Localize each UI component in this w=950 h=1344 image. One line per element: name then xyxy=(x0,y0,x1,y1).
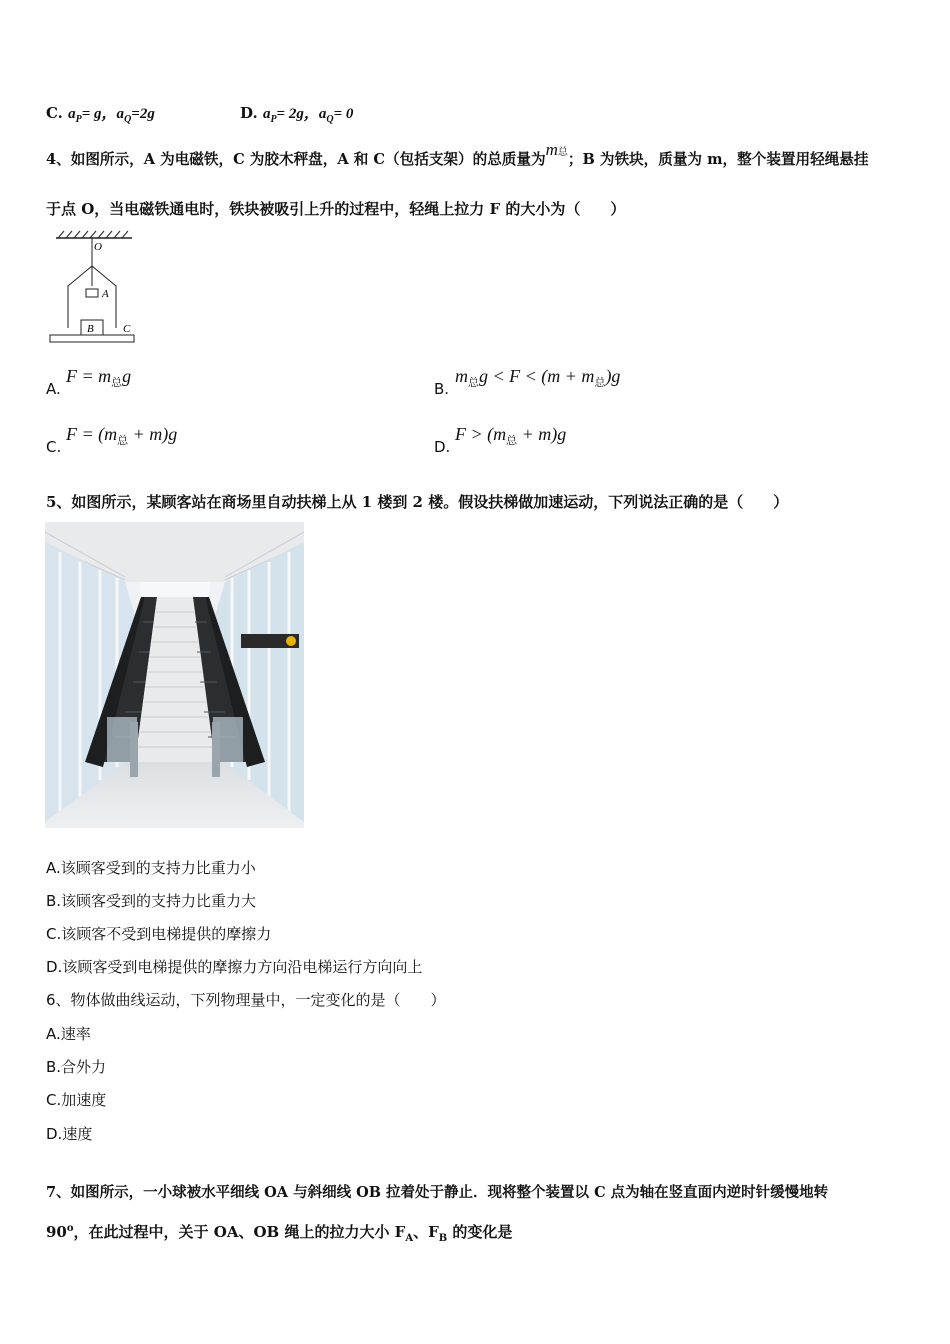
q4-stem-line2: 于点 O，当电磁铁通电时，铁块被吸引上升的过程中，轻绳上拉力 F 的大小为（ ） xyxy=(46,200,626,218)
q6-option-a: A.速率 xyxy=(46,1025,91,1043)
q4-option-c-formula: $F = (m_总 + m)g$ xyxy=(66,424,178,447)
q4-option-b-label: B. xyxy=(434,380,450,398)
q5-option-d: D.该顾客受到电梯提供的摩擦力方向沿电梯运行方向向上 xyxy=(46,958,423,976)
q6-stem: 6、物体做曲线运动，下列物理量中，一定变化的是（ ） xyxy=(46,991,446,1009)
q4-stem-line1: 4、如图所示，A 为电磁铁，C 为胶木秤盘，A 和 C（包括支架）的总质量为m总；B 为铁块，质量为 m，整个装置用轻绳悬挂 xyxy=(46,140,869,168)
q5-stem: 5、如图所示，某顾客站在商场里自动扶梯上从 1 楼到 2 楼。假设扶梯做加速运动，下列说法正确的是（ ） xyxy=(46,493,789,511)
q4-option-d-label: D. xyxy=(434,438,451,456)
q3-option-c: C. $a_P= g$，$a_Q=2g$ xyxy=(46,104,155,125)
q4-option-a-label: A. xyxy=(46,380,61,398)
q4-option-d-formula: $F > (m_总 + m)g$ xyxy=(455,424,567,447)
label-c: C xyxy=(123,323,131,335)
q5-option-a: A.该顾客受到的支持力比重力小 xyxy=(46,859,256,877)
q4-option-b-formula: $m_总g < F < (m + m_总)g$ xyxy=(455,366,621,389)
q4-option-a-formula: $F = m_总g$ xyxy=(66,366,132,389)
q3-option-d: D. $a_P= 2g$，$a_Q= 0$ xyxy=(240,104,354,125)
q4-option-c-label: C. xyxy=(46,438,62,456)
option-label: D. xyxy=(240,104,258,122)
q6-option-b: B.合外力 xyxy=(46,1058,107,1076)
escalator-photo xyxy=(45,522,304,828)
q7-stem-line2: 90$^o$，在此过程中，关于 OA、OB 绳上的拉力大小 $F_A$、$F_B$ 的变化是 xyxy=(46,1223,513,1244)
q6-option-c: C.加速度 xyxy=(46,1091,107,1109)
q4-apparatus-diagram xyxy=(48,228,138,346)
q7-stem-line1: 7、如图所示，一小球被水平细线 OA 与斜细线 OB 拉着处于静止．现将整个装置以 C 点为轴在竖直面内逆时针缓慢地转 xyxy=(46,1184,829,1201)
label-a: A xyxy=(102,288,109,300)
q5-option-b: B.该顾客受到的支持力比重力大 xyxy=(46,892,257,910)
label-b: B xyxy=(87,323,94,335)
option-label: C. xyxy=(46,104,63,122)
q6-option-d: D.速度 xyxy=(46,1125,93,1143)
q5-option-c: C.该顾客不受到电梯提供的摩擦力 xyxy=(46,925,272,943)
label-o: O xyxy=(94,241,102,253)
